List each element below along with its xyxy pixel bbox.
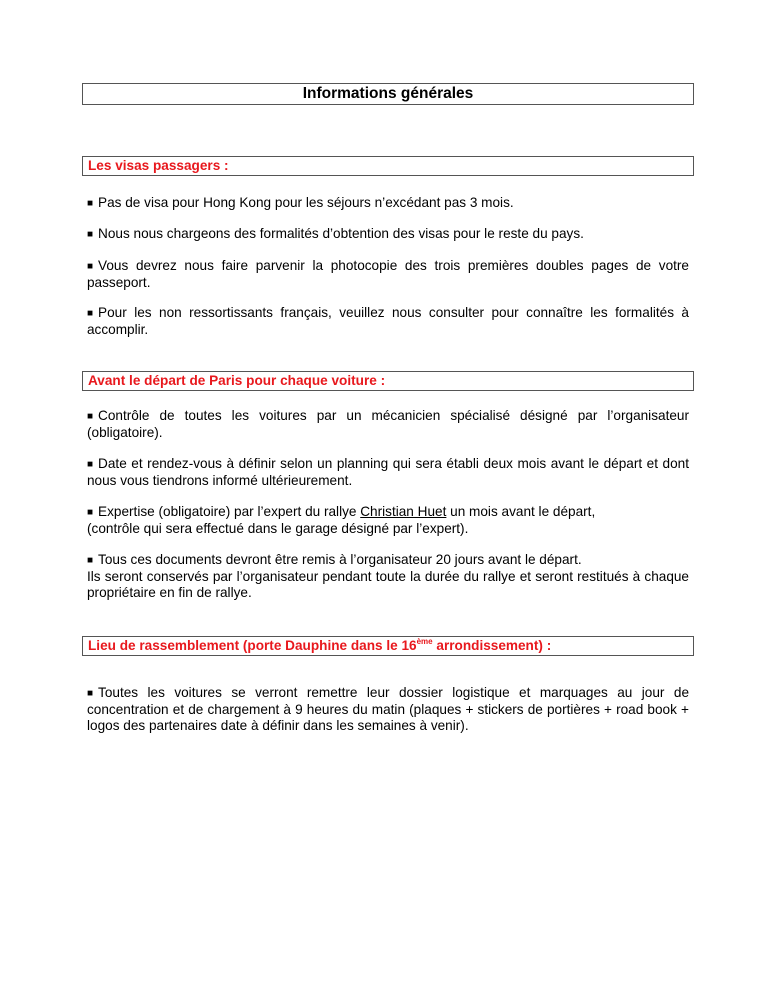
list-item: ■ Contrôle de toutes les voitures par un mécanicien spécialisé désigné par l’organisateur (obligatoire).: [87, 408, 689, 440]
bullet-icon: ■: [87, 261, 94, 272]
list-item: ■ Pas de visa pour Hong Kong pour les séjours n’excédant pas 3 mois.: [87, 195, 514, 210]
bullet-icon: ■: [87, 411, 94, 422]
list-item: ■ Date et rendez-vous à définir selon un planning qui sera établi deux mois avant le départ et dont nous vous tiendrons informé ultérieurement.: [87, 456, 689, 488]
list-item: ■ Tous ces documents devront être remis à l’organisateur 20 jours avant le départ. Ils seront conservés par l’organisateur pendant toute la durée du rallye et seront restitués à chaque propriétaire en fin de rallye.: [87, 552, 689, 600]
bullet-icon: ■: [87, 308, 94, 319]
bullet-icon: ■: [87, 555, 94, 566]
bullet-icon: ■: [87, 229, 94, 240]
bullet-icon: ■: [87, 688, 94, 699]
list-item: ■ Vous devrez nous faire parvenir la photocopie des trois premières doubles pages de votre passeport.: [87, 258, 689, 290]
bullet-icon: ■: [87, 507, 94, 518]
list-item: ■ Expertise (obligatoire) par l’expert du rallye Christian Huet un mois avant le départ, (contrôle qui sera effectué dans le garage désigné par l’expert).: [87, 504, 596, 536]
list-item: ■ Pour les non ressortissants français, veuillez nous consulter pour connaître les formalités à accomplir.: [87, 305, 689, 337]
page-title: Informations générales: [82, 83, 694, 105]
bullet-icon: ■: [87, 198, 94, 209]
section-heading-visas: Les visas passagers :: [82, 156, 694, 176]
bullet-icon: ■: [87, 459, 94, 470]
list-item: ■ Nous nous chargeons des formalités d’obtention des visas pour le reste du pays.: [87, 226, 584, 241]
section-heading-depart: Avant le départ de Paris pour chaque voiture :: [82, 371, 694, 391]
section-heading-rassemblement: Lieu de rassemblement (porte Dauphine dans le 16ème arrondissement) :: [82, 636, 694, 656]
expert-name-link[interactable]: Christian Huet: [360, 504, 447, 519]
list-item: ■ Toutes les voitures se verront remettre leur dossier logistique et marquages au jour de concentration et de chargement à 9 heures du matin (plaques + stickers de portières + road book + logos des partenaires date à définir dans les semaines à venir).: [87, 685, 689, 733]
